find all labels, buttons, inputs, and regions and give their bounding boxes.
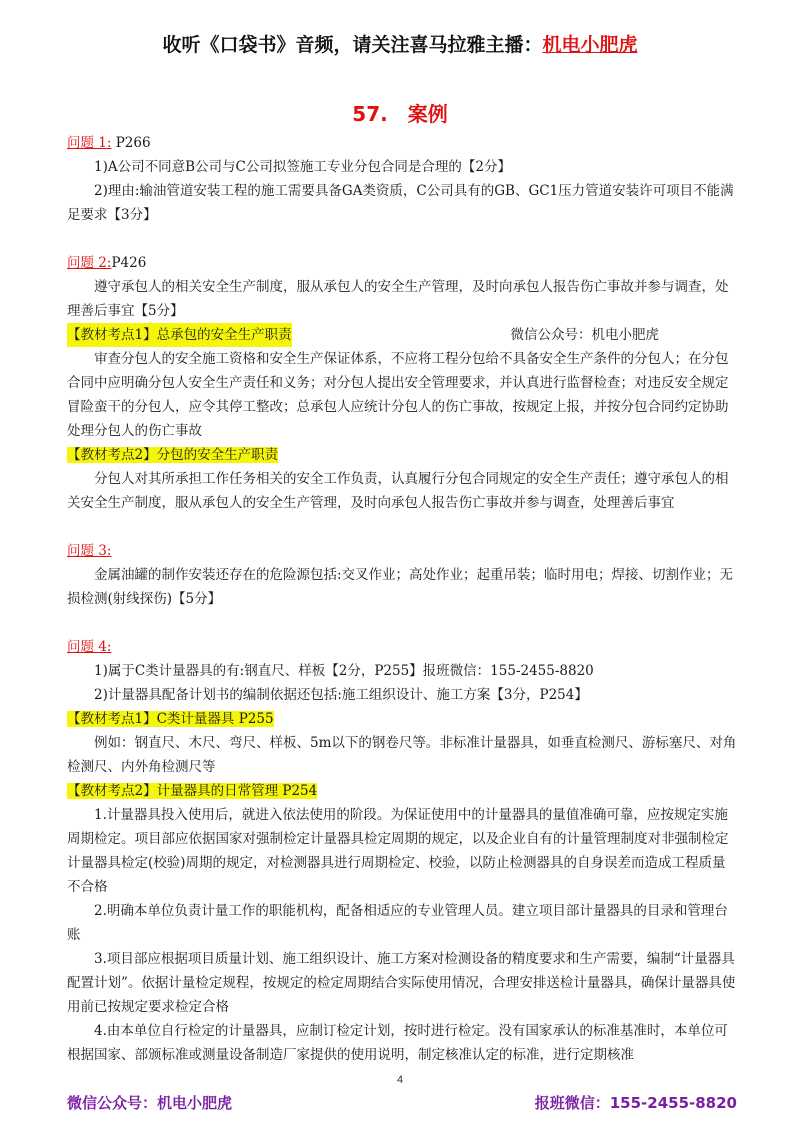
question-2-kp1-label: 【教材考点1】总承包的安全生产职责 (67, 323, 292, 347)
question-2-label: 问题 2: (67, 255, 112, 271)
question-1-line-1: 1)A公司不同意B公司与C公司拟签施工专业分包合同是合理的【2分】 (94, 159, 511, 175)
question-3-heading (67, 539, 739, 563)
page-header (0, 30, 800, 57)
question-4-heading (67, 635, 739, 659)
question-4-kp2-label: 【教材考点2】计量器具的日常管理 P254 (67, 783, 318, 799)
question-3-label: 问题 3: (67, 543, 112, 559)
question-2-heading (67, 251, 739, 275)
question-2-kp1-text: 审查分包人的安全施工资格和安全生产保证体系，不应将工程分包给不具备安全生产条件的分包人；在分包合同中应明确分包人安全生产责任和义务；对分包人提出安全管理要求，并认真进行监督检查；对违反安全规定冒险蛮干的分包人，应令其停工整改；总承包人应统计分包人的伤亡事故，按规定上报，并按分包合同约定协助处理分包人的伤亡事故 (67, 351, 729, 439)
question-2-kp2-text: 分包人对其所承担工作任务相关的安全工作负责，认真履行分包合同规定的安全生产责任；遵守承包人的相关安全生产制度，服从承包人的安全生产管理，及时向承包人报告伤亡事故并参与调查，处理善后事宜 (67, 471, 729, 511)
question-1-line-2: 2)理由:输油管道安装工程的施工需要具备GA类资质，C公司具有的GB、GC1压力管道安装许可项目不能满足要求【3分】 (67, 183, 734, 223)
question-4-kp1-label: 【教材考点1】C类计量器具 P255 (67, 711, 274, 727)
question-1-label: 问题 1: (67, 135, 112, 151)
question-2-answer: 遵守承包人的相关安全生产制度，服从承包人的安全生产管理，及时向承包人报告伤亡事故并参与调查，处理善后事宜【5分】 (67, 279, 729, 319)
footer-wechat-account: 微信公众号：机电小肥虎 (67, 1094, 233, 1112)
question-4-label: 问题 4: (67, 639, 112, 655)
question-2-page: P426 (111, 255, 147, 271)
question-4-item-4: 4.由本单位自行检定的计量器具，应制订检定计划，按时进行检定。没有国家承认的标准基准时，本单位可根据国家、部颁标准或测量设备制造厂家提供的使用说明，制定核准认定的标准，进行定期核准 (67, 1023, 728, 1063)
page-footer (67, 1092, 737, 1113)
wechat-note: 微信公众号：机电小肥虎 (510, 327, 659, 343)
question-2-kp1-row (67, 323, 739, 347)
header-host-name: 机电小肥虎 (542, 34, 638, 56)
page-title: 57. 案例 (352, 102, 448, 126)
header-prefix: 收听《口袋书》音频，请关注喜马拉雅主播： (162, 34, 543, 56)
question-4-line-2: 2)计量器具配备计划书的编制依据还包括:施工组织设计、施工方案【3分，P254】 (94, 687, 588, 703)
question-4-line-1: 1)属于C类计量器具的有:钢直尺、样板【2分，P255】报班微信：155-2455-8820 (94, 663, 594, 679)
question-4-item-1: 1.计量器具投入使用后，就进入依法使用的阶段。为保证使用中的计量器具的量值准确可靠，应按规定实施周期检定。项目部应依据国家对强制检定计量器具检定周期的规定，以及企业自有的计量管理制度对非强制检定计量器具检定(校验)周期的规定，对检测器具进行周期检定、校验，以防止检测器具的自身误差而造成工程质量不合格 (67, 807, 729, 895)
question-2-kp2-label: 【教材考点2】分包的安全生产职责 (67, 447, 279, 463)
question-4-item-3: 3.项目部应根据项目质量计划、施工组织设计、施工方案对检测设备的精度要求和生产需要，编制“计量器具配置计划”。依据计量检定规程，按规定的检定周期结合实际使用情况，合理安排送检计量器具，确保计量器具使用前已按规定要求检定合格 (67, 951, 736, 1015)
page-number: 4 (396, 1074, 404, 1086)
question-1-heading (67, 131, 739, 155)
question-4-kp1-text: 例如：钢直尺、木尺、弯尺、样板、5m以下的钢卷尺等。非标准计量器具，如垂直检测尺、游标塞尺、对角检测尺、内外角检测尺等 (67, 735, 737, 775)
footer-class-wechat: 报班微信：155-2455-8820 (534, 1094, 737, 1112)
question-1-page: P266 (111, 135, 151, 151)
question-4-item-2: 2.明确本单位负责计量工作的职能机构，配备相适应的专业管理人员。建立项目部计量器具的目录和管理台账 (67, 903, 728, 943)
question-3-answer: 金属油罐的制作安装还存在的危险源包括:交叉作业；高处作业；起重吊装；临时用电；焊接、切割作业；无损检测(射线探伤)【5分】 (67, 567, 734, 607)
document-body (67, 131, 739, 1067)
